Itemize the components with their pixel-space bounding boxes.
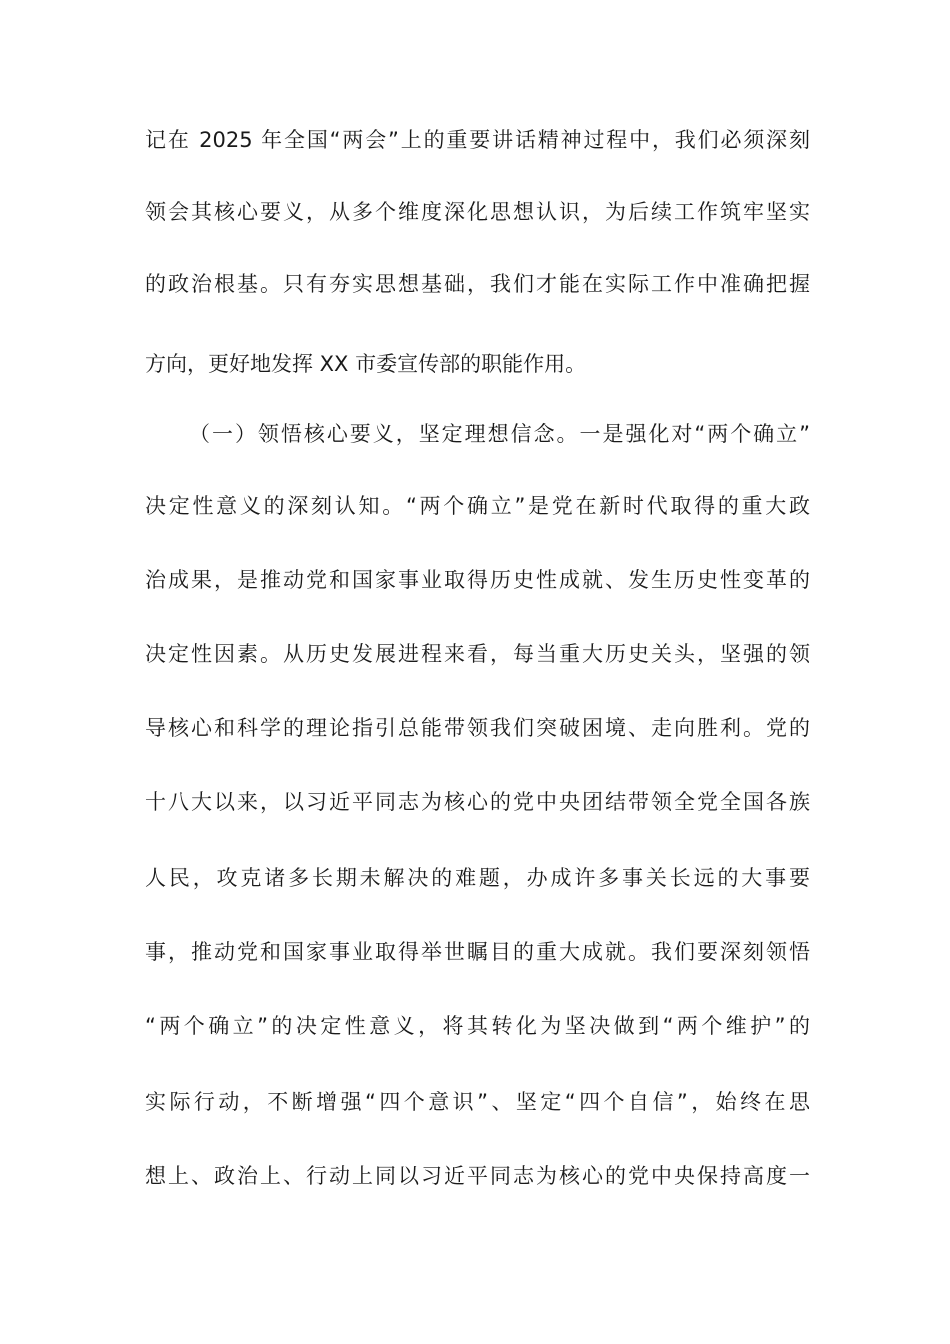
paragraph-line: 决定性因素。从历史发展进程来看，每当重大历史关头，坚强的领 (145, 642, 810, 666)
paragraph-line: 导核心和科学的理论指引总能带领我们突破困境、走向胜利。党的 (145, 716, 810, 740)
paragraph-line: “两个确立”的决定性意义，将其转化为坚决做到“两个维护”的 (145, 1014, 810, 1038)
section-heading-line: （一）领悟核心要义，坚定理想信念。一是强化对“两个确立” (189, 422, 810, 446)
paragraph-line: 治成果，是推动党和国家事业取得历史性成就、发生历史性变革的 (145, 568, 810, 592)
paragraph-line: 事，推动党和国家事业取得举世瞩目的重大成就。我们要深刻领悟 (145, 940, 810, 964)
paragraph-line: 记在 2025 年全国“两会”上的重要讲话精神过程中，我们必须深刻 (145, 128, 810, 152)
paragraph-line: 决定性意义的深刻认知。“两个确立”是党在新时代取得的重大政 (145, 494, 810, 518)
paragraph-line: 实际行动，不断增强“四个意识”、坚定“四个自信”，始终在思 (145, 1090, 810, 1114)
paragraph-line: 的政治根基。只有夯实思想基础，我们才能在实际工作中准确把握 (145, 272, 810, 296)
paragraph-line: 领会其核心要义，从多个维度深化思想认识，为后续工作筑牢坚实 (145, 200, 810, 224)
paragraph-line: 十八大以来，以习近平同志为核心的党中央团结带领全党全国各族 (145, 790, 810, 814)
paragraph-line: 方向，更好地发挥 XX 市委宣传部的职能作用。 (145, 352, 587, 376)
paragraph-line: 人民，攻克诸多长期未解决的难题，办成许多事关长远的大事要 (145, 866, 810, 890)
paragraph-line: 想上、政治上、行动上同以习近平同志为核心的党中央保持高度一 (145, 1164, 810, 1188)
